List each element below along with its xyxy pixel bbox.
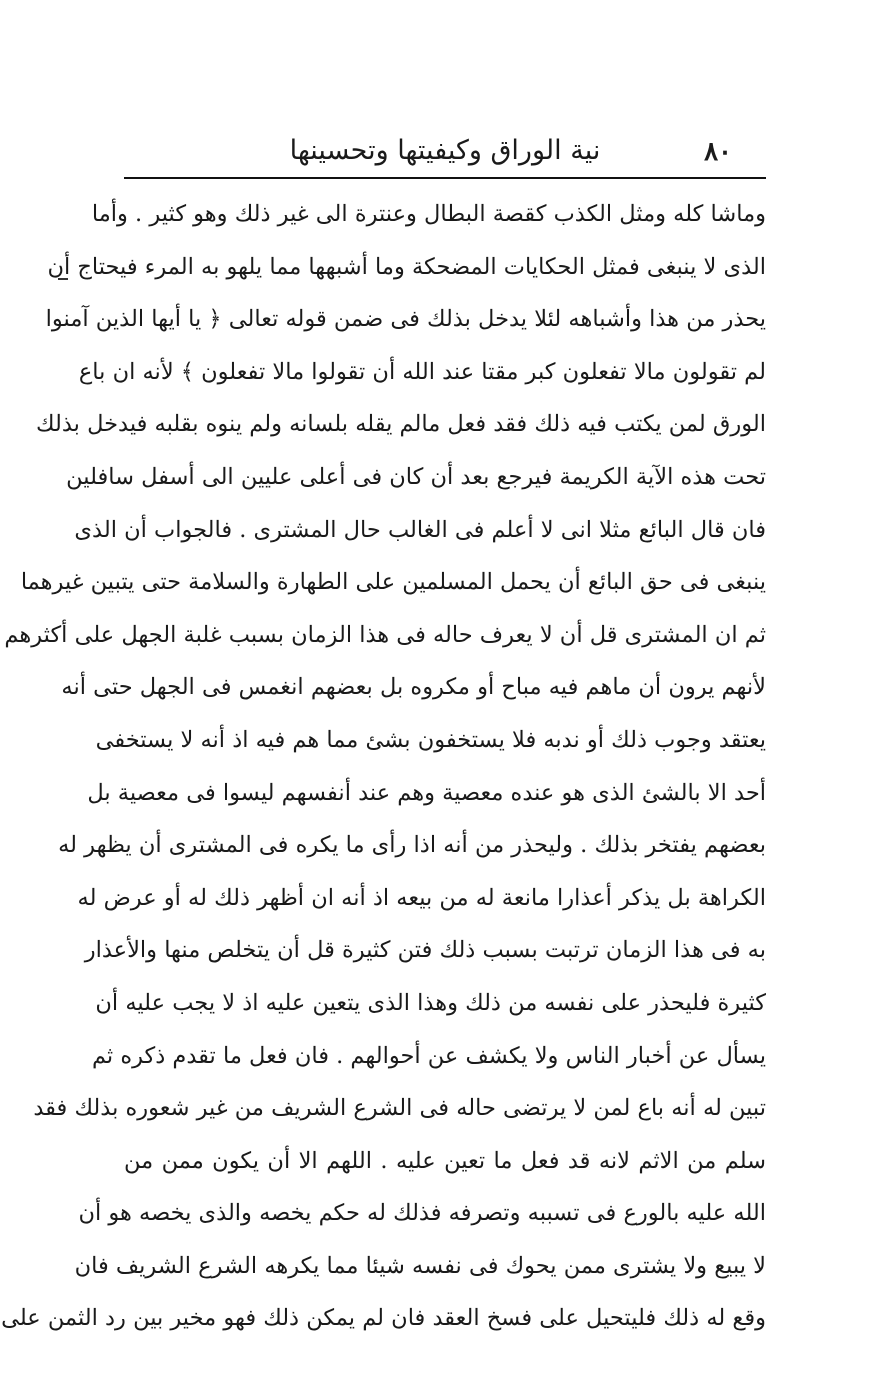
text-line: تبين له أنه باع لمن لا يرتضى حاله فى الشرع الشريف من غير شعوره بذلك فقد: [33, 1095, 766, 1122]
text-line: ثم ان المشترى قل أن لا يعرف حاله فى هذا الزمان بسبب غلبة الجهل على أكثرهم: [4, 621, 766, 648]
text-line: الذى لا ينبغى فمثل الحكايات المضحكة وما أشبهها مما يلهو به المرء فيحتاج أن: [47, 253, 766, 280]
text-line: فان قال البائع مثلا انى لا أعلم فى الغالب حال المشترى . فالجواب أن الذى: [74, 516, 766, 543]
text-line: يعتقد وجوب ذلك أو ندبه فلا يستخفون بشئ مما هم فيه اذ أنه لا يستخفى: [95, 726, 766, 753]
running-title: نية الوراق وكيفيتها وتحسينها: [289, 135, 601, 166]
page-header: [124, 128, 766, 176]
text-line: كثيرة فليحذر على نفسه من ذلك وهذا الذى يتعين عليه اذ لا يجب عليه أن: [95, 989, 766, 1016]
text-line: يسأل عن أخبار الناس ولا يكشف عن أحوالهم . فان فعل ما تقدم ذكره ثم: [91, 1042, 766, 1069]
page-number: ٨٠: [704, 137, 732, 167]
body-text: [1, 188, 766, 1345]
text-line: يحذر من هذا وأشباهه لئلا يدخل بذلك فى ضمن قوله تعالى ﴿ يا أيها الذين آمنوا: [45, 306, 766, 333]
text-line: لا يبيع ولا يشترى ممن يحوك فى نفسه شيئا مما يكرهه الشرع الشريف فان: [74, 1252, 766, 1279]
text-line: به فى هذا الزمان ترتبت بسبب ذلك فتن كثيرة قل أن يتخلص منها والأعذار: [84, 937, 766, 964]
text-line: بعضهم يفتخر بذلك . وليحذر من أنه اذا رأى ما يكره فى المشترى أن يظهر له: [58, 832, 766, 859]
text-line: تحت هذه الآية الكريمة فيرجع بعد أن كان فى أعلى عليين الى أسفل سافلين: [66, 463, 766, 490]
text-line: الورق لمن يكتب فيه ذلك فقد فعل مالم يقله بلسانه ولم ينوه بقلبه فيدخل بذلك: [36, 411, 766, 438]
text-line: ينبغى فى حق البائع أن يحمل المسلمين على الطهارة والسلامة حتى يتبين غيرهما: [20, 569, 766, 596]
header-rule: [124, 177, 766, 179]
text-line: لم تقولون مالا تفعلون كبر مقتا عند الله أن تقولوا مالا تفعلون ﴾ لأنه ان باع: [78, 358, 766, 385]
text-line: سلم من الاثم لانه قد فعل ما تعين عليه . اللهم الا أن يكون ممن من: [124, 1147, 766, 1174]
text-line: لأنهم يرون أن ماهم فيه مباح أو مكروه بل بعضهم انغمس فى الجهل حتى أنه: [61, 674, 766, 701]
text-line: أحد الا بالشئ الذى هو عنده معصية وهم عند أنفسهم ليسوا فى معصية بل: [87, 779, 766, 806]
text-line: الكراهة بل يذكر أعذارا مانعة له من بيعه اذ أنه ان أظهر ذلك له أو عرض له: [77, 884, 766, 911]
text-line: وقع له ذلك فليتحيل على فسخ العقد فان لم يمكن ذلك فهو مخير بين رد الثمن على: [1, 1305, 766, 1332]
text-line: وماشا كله ومثل الكذب كقصة البطال وعنترة الى غير ذلك وهو كثير . وأما: [91, 201, 766, 227]
text-line: الله عليه بالورع فى تسببه وتصرفه فذلك له حكم يخصه والذى يخصه هو أن: [78, 1200, 766, 1227]
